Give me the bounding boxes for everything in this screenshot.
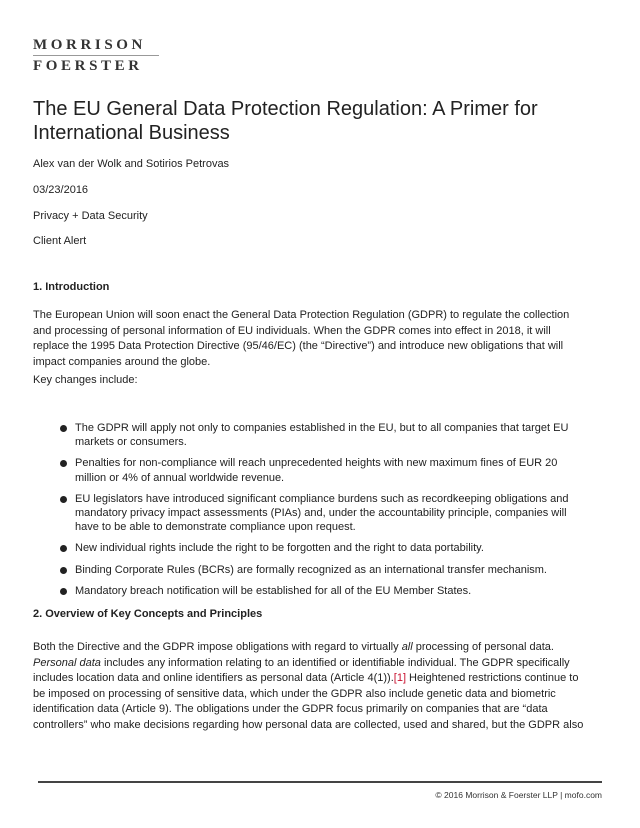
text-line: The European Union will soon enact the General Data Protection Regulation (GDPR) to regulate the collection — [33, 309, 570, 321]
text-line: Binding Corporate Rules (BCRs) are formally recognized as an international transfer mechanism. — [75, 563, 547, 576]
logo-line-2: FOERSTER — [33, 58, 143, 74]
list-item — [33, 541, 568, 555]
practice-area: Privacy + Data Security — [33, 210, 148, 222]
list-item — [33, 584, 568, 598]
title-line: International Business — [33, 122, 230, 144]
text-line: be imposed on processing of sensitive data, which under the GDPR also include genetic data and biometric — [33, 687, 556, 700]
list-item — [33, 456, 568, 484]
section-heading-overview: 2. Overview of Key Concepts and Principles — [33, 608, 263, 620]
footnote-link[interactable]: [1] — [393, 672, 406, 685]
text-line: The GDPR will apply not only to companies established in the EU, but to all companies that target EU — [75, 422, 569, 434]
footer-copyright: © 2016 Morrison & Foerster LLP | mofo.com — [435, 790, 602, 800]
page-title — [33, 97, 538, 145]
firm-logo — [33, 37, 159, 75]
text-line: identification data (Article 9). The obligations under the GDPR focus primarily on companies that are “data — [33, 703, 548, 716]
key-changes-list — [33, 421, 568, 605]
intro-paragraph — [33, 308, 569, 370]
text-line: mandatory privacy impact assessments (PIAs) and, under the accountability principle, companies will — [75, 507, 567, 520]
text-line: and processing of personal information of EU individuals. When the GDPR comes into effect in 2018, it will — [33, 324, 551, 337]
bullet-icon — [60, 588, 67, 595]
logo-divider — [33, 55, 159, 56]
text-line: have to be able to demonstrate compliance upon request. — [75, 521, 356, 534]
text-line: EU legislators have introduced significant compliance burdens such as recordkeeping obligations and — [75, 492, 569, 505]
section-heading-introduction: 1. Introduction — [33, 281, 110, 293]
emphasis: Personal data — [33, 656, 101, 669]
text-line: Mandatory breach notification will be established for all of the EU Member States. — [75, 584, 472, 597]
text-line — [33, 640, 583, 656]
bullet-icon — [60, 496, 67, 503]
emphasis: all — [401, 641, 413, 653]
bullet-icon — [60, 425, 67, 432]
authors: Alex van der Wolk and Sotirios Petrovas — [33, 158, 230, 170]
text-line: controllers” who make decisions regarding how personal data are collected, used and shared, but the GDPR also — [33, 718, 584, 731]
bullet-icon — [60, 460, 67, 467]
key-changes-label: Key changes include: — [33, 374, 138, 386]
date: 03/23/2016 — [33, 184, 89, 196]
document-type: Client Alert — [33, 235, 87, 247]
logo-line-1: MORRISON — [33, 37, 146, 53]
bullet-icon — [60, 545, 67, 552]
text: includes any information relating to an identified or identifiable individual. The GDPR specifically — [100, 656, 570, 669]
text-line — [33, 671, 583, 687]
bullet-icon — [60, 567, 67, 574]
text-line: Penalties for non-compliance will reach unprecedented heights with new maximum fines of EUR 20 — [75, 457, 558, 470]
list-item — [33, 563, 568, 577]
title-line: The EU General Data Protection Regulation: A Primer for — [33, 98, 538, 120]
text-line: markets or consumers. — [75, 436, 187, 449]
text: Both the Directive and the GDPR impose obligations with regard to virtually — [33, 641, 402, 653]
text-line — [33, 656, 583, 672]
list-item — [33, 421, 568, 449]
list-item — [33, 492, 568, 535]
text-line: impact companies around the globe. — [33, 355, 211, 368]
text: processing of personal data. — [412, 641, 554, 653]
overview-paragraph — [33, 640, 583, 734]
text-line: replace the 1995 Data Protection Directive (95/46/EC) (the “Directive”) and introduce new obligations that will — [33, 340, 564, 353]
text-line: million or 4% of annual worldwide revenue. — [75, 471, 285, 484]
text: includes location data and online identifiers as personal data (Article 4(1)). — [33, 672, 394, 685]
text: Heightened restrictions continue to — [406, 672, 579, 685]
text-line: New individual rights include the right to be forgotten and the right to data portability. — [75, 542, 484, 555]
footer-divider — [38, 781, 602, 783]
